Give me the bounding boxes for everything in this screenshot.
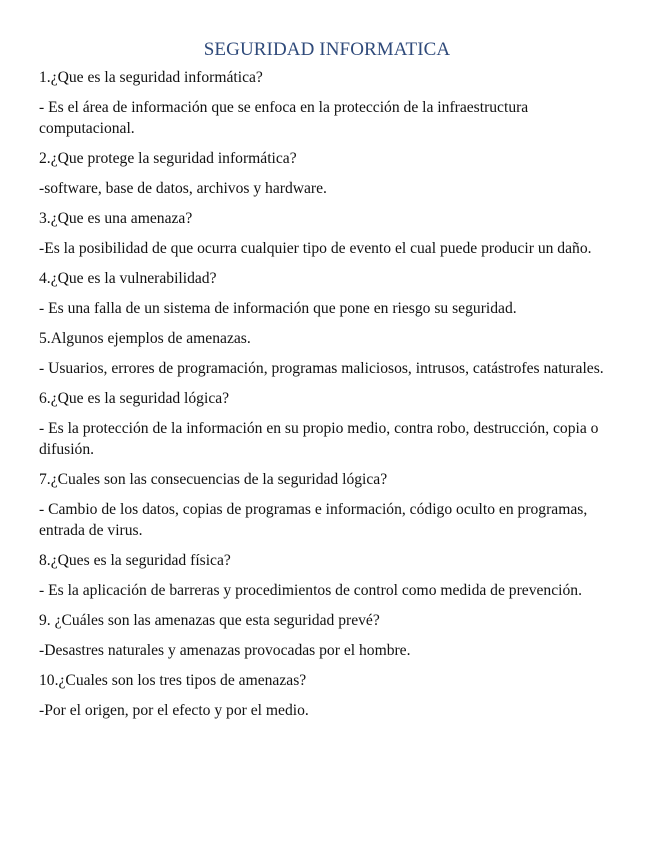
qa-item-9 (39, 610, 615, 661)
answer-8: - Es la aplicación de barreras y procedimientos de control como medida de prevención. (39, 582, 582, 599)
answer-3: -Es la posibilidad de que ocurra cualquier tipo de evento el cual puede producir un daño. (39, 240, 592, 257)
answer-1: - Es el área de información que se enfoca en la protección de la infraestructura computacional. (39, 99, 529, 137)
question-10: 10.¿Cuales son los tres tipos de amenazas? (39, 672, 307, 689)
answer-6: - Es la protección de la información en su propio medio, contra robo, destrucción, copia o difusión. (39, 420, 599, 458)
question-6: 6.¿Que es la seguridad lógica? (39, 390, 230, 407)
question-2: 2.¿Que protege la seguridad informática? (39, 150, 297, 167)
answer-9: -Desastres naturales y amenazas provocadas por el hombre. (39, 642, 411, 659)
question-7: 7.¿Cuales son las consecuencias de la seguridad lógica? (39, 471, 388, 488)
answer-2: -software, base de datos, archivos y hardware. (39, 180, 327, 197)
answer-7: - Cambio de los datos, copias de programas e información, código oculto en programas, entrada de virus. (39, 501, 588, 539)
question-5: 5.Algunos ejemplos de amenazas. (39, 330, 251, 347)
qa-item-8 (39, 550, 615, 601)
qa-item-6 (39, 388, 615, 460)
qa-item-1 (39, 67, 615, 139)
answer-4: - Es una falla de un sistema de información que pone en riesgo su seguridad. (39, 300, 517, 317)
qa-item-10 (39, 670, 615, 721)
document-title: SEGURIDAD INFORMATICA (203, 39, 451, 60)
question-4: 4.¿Que es la vulnerabilidad? (39, 270, 217, 287)
question-1: 1.¿Que es la seguridad informática? (39, 69, 263, 86)
qa-item-2 (39, 148, 615, 199)
qa-item-4 (39, 268, 615, 319)
answer-5: - Usuarios, errores de programación, programas maliciosos, intrusos, catástrofes naturales. (39, 360, 604, 377)
question-9: 9. ¿Cuáles son las amenazas que esta seguridad prevé? (39, 612, 380, 629)
qa-item-5 (39, 328, 615, 379)
answer-10: -Por el origen, por el efecto y por el medio. (39, 702, 309, 719)
qa-item-3 (39, 208, 615, 259)
question-8: 8.¿Ques es la seguridad física? (39, 552, 231, 569)
qa-item-7 (39, 469, 615, 541)
question-3: 3.¿Que es una amenaza? (39, 210, 193, 227)
